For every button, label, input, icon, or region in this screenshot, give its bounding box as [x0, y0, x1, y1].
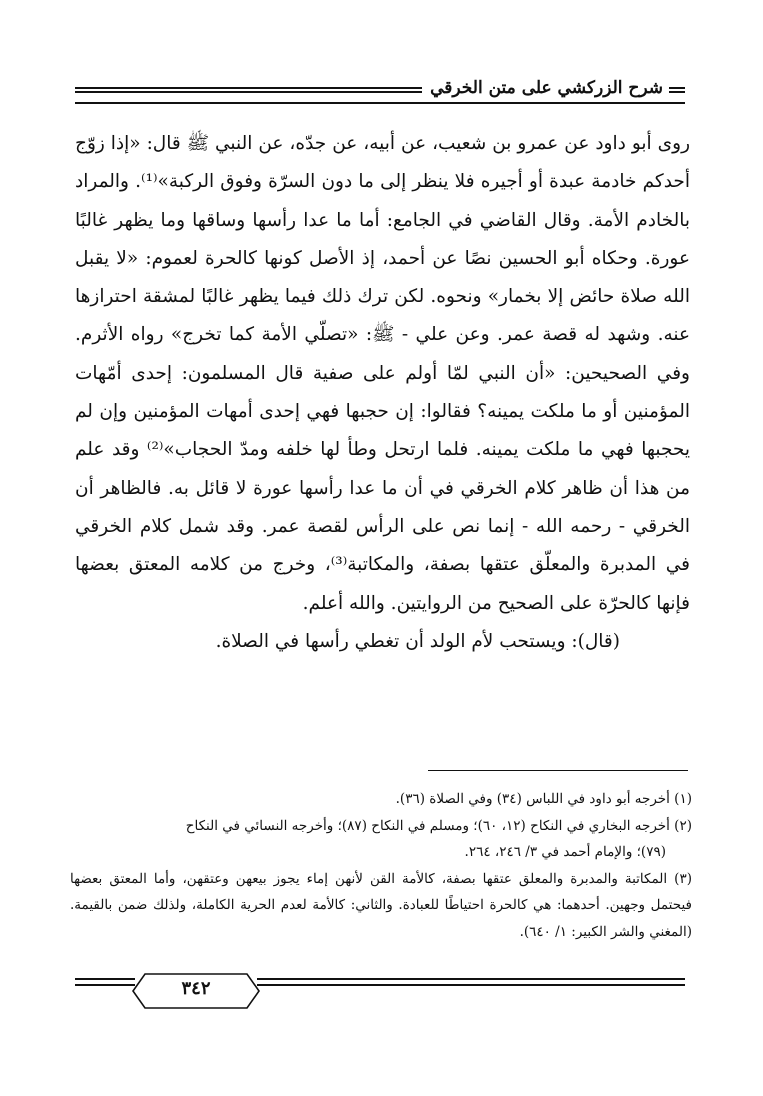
- body-paragraph: روى أبو داود عن عمرو بن شعيب، عن أبيه، عن جدّه، عن النبي ﷺ قال: «إذا زوّج أحدكم خادمة عبدة أو أجيره فلا ينظر إلى ما دون السرّة وفوق الركبة»⁽¹⁾. والمراد بالخادم الأمة. وقال القاضي في الجامع: أما ما عدا رأسها وساقها وما يظهر غالبًا عورة. وحكاه أبو الحسين نصًا عن أحمد، إذ الأصل كونها كالحرة لعموم: «لا يقبل الله صلاة حائض إلا بخمار» ونحوه. لكن ترك ذلك فيما يظهر غالبًا لمشقة احترازها عنه. وشهد له قصة عمر. وعن علي - ﷺ: «تصلّي الأمة كما تخرج» رواه الأثرم. وفي الصحيحين: «أن النبي لمّا أولم على صفية قال المسلمون: إحدى أمّهات المؤمنين أو ما ملكت يمينه؟ فقالوا: إن حجبها فهي إحدى أمهات المؤمنين وإن لم يحجبها فهي ما ملكت يمينه. فلما ارتحل وطأ لها خلفه ومدّ الحجاب»⁽²⁾ وقد علم من هذا أن ظاهر كلام الخرقي في أن ما عدا رأسها عورة لا قائل به. فالظاهر أن الخرقي - رحمه الله - إنما نص على الرأس لقصة عمر. وقد شمل كلام الخرقي في المدبرة والمعلّق عتقها بصفة، والمكاتبة⁽³⁾، وخرج من كلامه المعتق بعضها فإنها كالحرّة على الصحيح من الروايتين. والله أعلم.: [75, 133, 691, 614]
- header-rule-bottom: [75, 102, 685, 104]
- footer-rule-right: [257, 984, 685, 986]
- header-dash: [669, 87, 685, 93]
- footnote: (٢) أخرجه البخاري في النكاح (١٢، ٦٠)؛ ومسلم في النكاح (٨٧)؛ وأخرجه النسائي في النكاح: [185, 817, 692, 834]
- footer-rule-left: [75, 984, 135, 986]
- footnote-continuation: (٧٩)؛ والإمام أحمد في ٣/ ٢٤٦، ٢٦٤.: [464, 844, 666, 860]
- running-header: [75, 78, 685, 108]
- footnote-separator: [428, 770, 688, 771]
- footnote: (٣) المكاتبة والمدبرة والمعلق عتقها بصفة، كالأمة القن لأنهن إماء يجوز بيعهن وعتقهن، وأما المعتق بعضها فيحتمل وجهين. أحدهما: هي كالحرة احتياطًا للعبادة. والثاني: كالأمة لعدم الحرية الكاملة، ولذلك ضمن بالقيمة. (المغني والشر الكبير: ١/ ٦٤٠).: [70, 870, 692, 940]
- page-number: ٣٤٢: [181, 978, 211, 999]
- footnotes: [70, 786, 692, 945]
- footnote: (١) أخرجه أبو داود في اللباس (٣٤) وفي الصلاة (٣٦).: [395, 791, 692, 807]
- running-header-title: شرح الزركشي على متن الخرقي: [422, 78, 663, 98]
- header-rule-top: [75, 87, 453, 93]
- page-footer: [75, 960, 685, 1020]
- main-text: [75, 125, 690, 661]
- footer-rule-left: [75, 978, 135, 980]
- footer-rule-right: [257, 978, 685, 980]
- page-number-badge: [131, 972, 261, 1010]
- body-paragraph: (قال): ويستحب لأم الولد أن تغطي رأسها في الصلاة.: [215, 630, 620, 652]
